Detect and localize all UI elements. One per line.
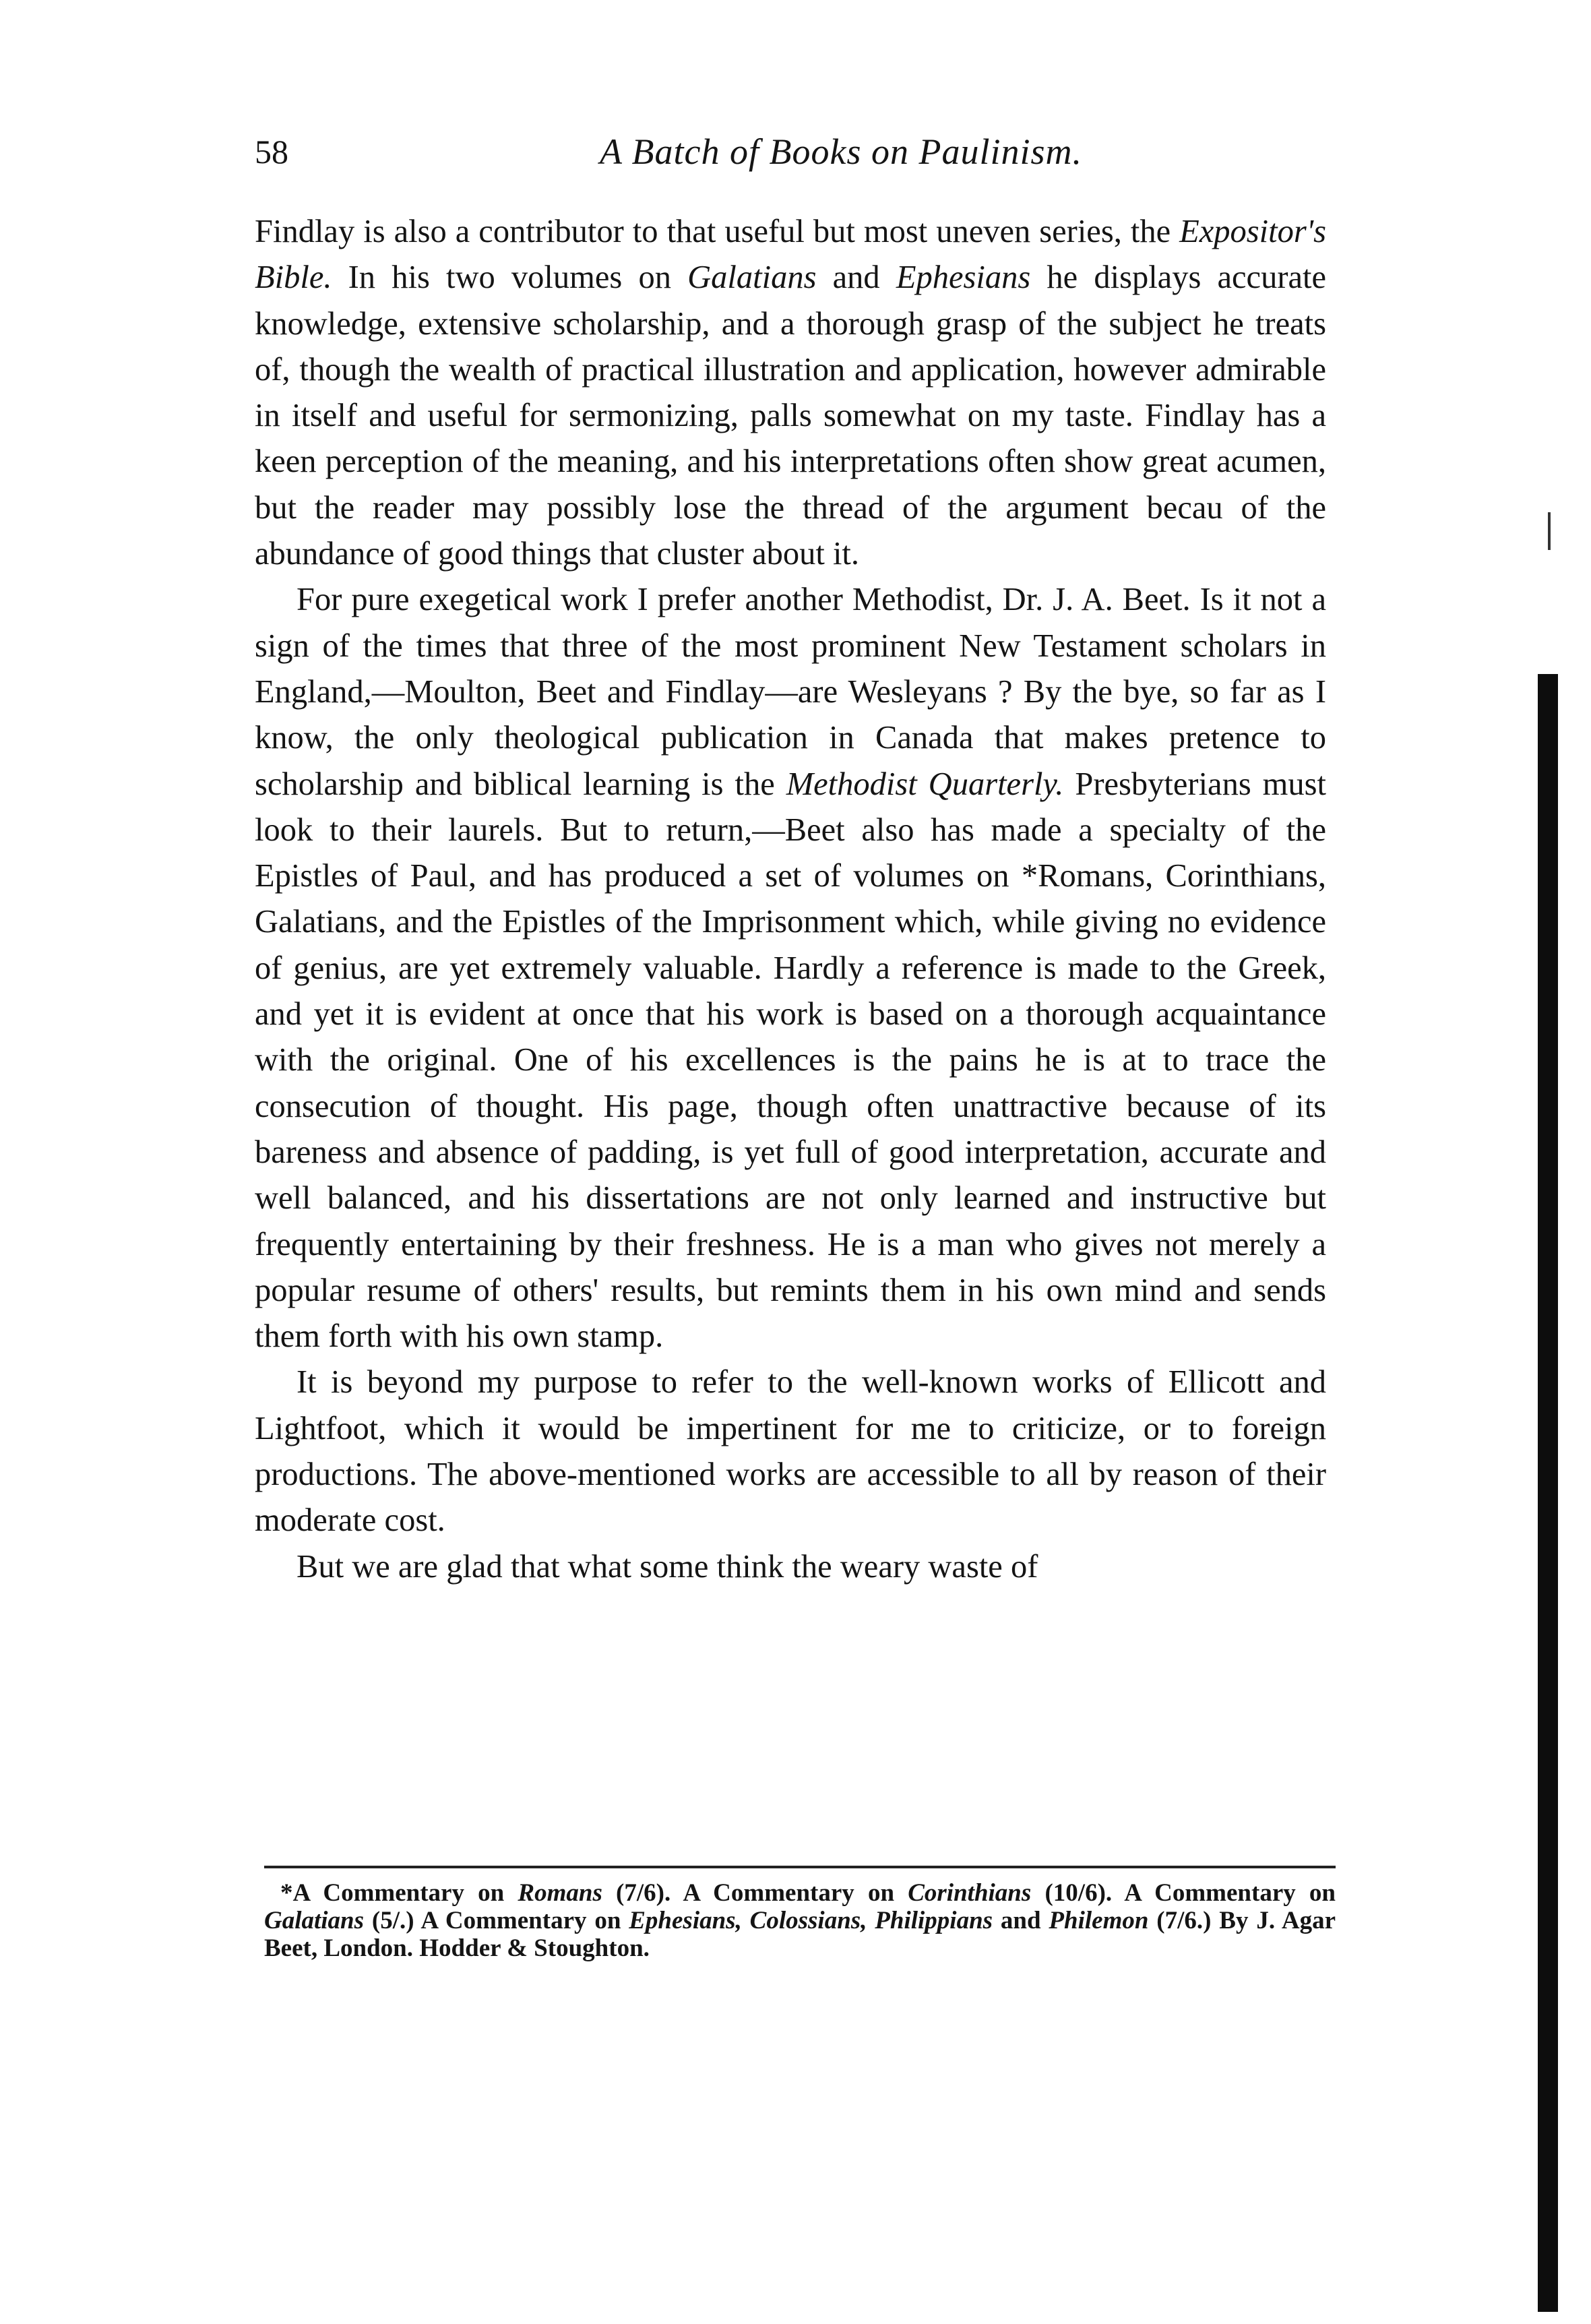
margin-mark — [1548, 512, 1551, 550]
p1-text-b: In his two volumes on — [332, 259, 688, 296]
paragraph-3: It is beyond my purpose to refer to the well-known works of Ellicott and Lightfoot, which it would be impertinent for me to criticize, or to foreign productions. The above-mentioned works are accessible to all by reason of their moderate cost. — [255, 1364, 1326, 1539]
p1-text-a: Findlay is also a contributor to that useful but most uneven series, the — [255, 214, 1180, 249]
p1-text-c: and — [816, 259, 896, 296]
p1-italic-expositors-bible: Expositor's Bible. — [255, 214, 1326, 296]
fn-italic-philemon: Philemon — [1049, 1907, 1149, 1934]
fn-italic-corinthians: Corinthians — [908, 1879, 1032, 1907]
p2-italic-methodist-quarterly: Methodist Quarterly. — [786, 766, 1064, 802]
page-header — [255, 131, 1326, 185]
footnote — [264, 1879, 1336, 1962]
p1-italic-galatians: Galatians — [687, 259, 817, 296]
page-number: 58 — [255, 133, 288, 171]
paragraph-4: But we are glad that what some think the weary waste of — [297, 1548, 1038, 1585]
fn-italic-romans: Romans — [518, 1879, 602, 1907]
fn-italic-galatians: Galatians — [264, 1907, 365, 1934]
body-text — [255, 209, 1326, 1590]
fn-text-c: (10/6). A Commentary on — [1031, 1879, 1336, 1907]
scan-edge-bar — [1538, 674, 1558, 2312]
fn-text-f: (7/6.) By J. Agar Beet, London. Hodder & Stoughton. — [264, 1907, 1336, 1962]
fn-text-b: (7/6). A Commentary on — [602, 1879, 908, 1907]
p2-text-b: Presbyterians must look to their laurels. But to return,—Beet also has made a specialty of the Epistles of Paul, and has produced a set of volumes on *Romans, Corinthians, Galatians, and the Epistles of the Imprisonment which, while giving no evidence of genius, are yet extremely valuable. Hardly a reference is made to the Greek, and yet it is evident at once that his work is based on a thorough acquaintance with the original. One of his excellences is the pains he is at to trace the consecution of thought. His page, though often unattractive because of its bareness and absence of padding, is yet full of good interpretation, accurate and well balanced, and his dissertations are not only learned and instructive but frequently entertaining by their freshness. He is a man who gives not merely a popular resume of others' results, but remints them in his own mind and sends them forth with his own stamp. — [255, 766, 1326, 1355]
running-title: A Batch of Books on Paulinism. — [600, 131, 1082, 172]
footnote-text — [264, 1879, 1336, 1962]
fn-text-d: (5/.) A Commentary on — [364, 1907, 629, 1934]
fn-italic-ephesians: Ephesians, Colossians, Philippians — [629, 1907, 993, 1934]
footnote-rule — [264, 1866, 1336, 1868]
p1-text-d: he displays accurate knowledge, extensive scholarship, and a thorough grasp of the subject he treats of, though the wealth of practical illustration and application, however admirable in itself and useful for sermonizing, palls somewhat on my taste. Findlay has a keen perception of the meaning, and his interpretations often show great acumen, but the reader may possibly lose the thread of the argument becau of the abundance of good things that cluster about it. — [255, 259, 1326, 572]
p2-text-a: For pure exegetical work I prefer another Methodist, Dr. J. A. Beet. Is it not a sign of the times that three of the most prominent New Testament scholars in England,—Moulton, Beet and Findlay—are Wesleyans ? By the bye, so far as I know, the only theological publication in Canada that makes pretence to scholarship and biblical learning is the — [255, 582, 1326, 802]
paragraph-2 — [255, 577, 1326, 1359]
p1-italic-ephesians: Ephesians — [896, 259, 1031, 296]
fn-text-a: *A Commentary on — [280, 1879, 518, 1907]
paragraph-1 — [255, 209, 1326, 577]
fn-text-e: and — [993, 1907, 1049, 1934]
